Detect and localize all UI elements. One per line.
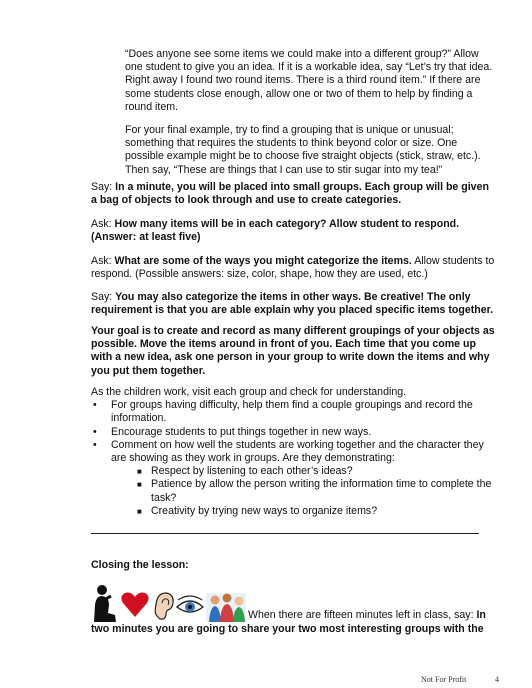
bullet-icon: • [93, 425, 97, 438]
closing-text-line-2 [91, 623, 496, 636]
character-icons [90, 583, 248, 623]
list-item-text: Creativity by trying new ways to organize items? [151, 504, 378, 517]
bullet-icon: • [93, 438, 97, 451]
script-text: You may also categorize the items in other ways. Be creative! The only requirement is that you are able explain why you placed specific items together. [91, 291, 494, 317]
list-item [91, 426, 496, 439]
paragraph-say-creative [91, 291, 496, 317]
closing-text-line-1 [248, 609, 494, 622]
eye-icon [177, 596, 203, 612]
group-of-people-icon [206, 593, 246, 622]
bullet-icon: • [93, 399, 97, 412]
paragraph-ask-how-many [91, 218, 496, 244]
list-item-text: Comment on how well the students are working together and the character they are showing as they work in groups. Are they demonstrating: [111, 438, 484, 465]
paragraph-say-small-groups [91, 181, 496, 207]
paragraph-ask-categorize [91, 255, 496, 281]
list-item [91, 399, 496, 425]
square-bullet-icon: ■ [137, 506, 142, 516]
list-item-text: Encourage students to put things together in new ways. [111, 425, 372, 438]
list-item [91, 439, 496, 518]
section-heading: Closing the lesson: [91, 559, 189, 571]
list-item [133, 505, 496, 518]
sub-bullet-list [111, 465, 496, 518]
paragraph-text: For your final example, try to find a grouping that is unique or unusual; something that requires the students to think beyond color or size. One possible example might be to choose five straight objects (stick, straw, etc.). Then say, “These are things that I can use to stir sugar into my tea!” [125, 124, 481, 176]
instruction-text: When there are fifteen minutes left in class, say: [248, 609, 477, 621]
speaker-prefix: Ask: [91, 255, 115, 267]
script-text: In [476, 609, 486, 621]
paragraph-first-example [125, 48, 495, 114]
paragraph-text: “Does anyone see some items we could make into a different group?” Allow one student to give you an idea. If it is a workable idea, say “Let’s try that idea. Right away I found two round items. There is a third round item.” If there are some students close enough, allow one or two of them to help by finding a round item. [125, 48, 493, 113]
speaker-prefix: Say: [91, 291, 116, 303]
script-text: How many items will be in each category? Allow student to respond. (Answer: at least five) [91, 218, 460, 244]
speaker-prefix: Say: [91, 181, 116, 193]
list-item [133, 465, 496, 478]
speaker-prefix: Ask: [91, 218, 115, 230]
closing-heading [91, 559, 496, 572]
horizontal-divider [91, 533, 479, 534]
script-text: two minutes you are going to share your two most interesting groups with the [91, 623, 484, 635]
bullet-list [91, 399, 496, 518]
square-bullet-icon: ■ [137, 480, 142, 490]
heart-icon [121, 593, 148, 618]
footer-label: Not For Profit [421, 675, 467, 684]
paragraph-children-work [91, 386, 496, 518]
paragraph-text: As the children work, visit each group and check for understanding. [91, 386, 407, 398]
instruction-text: Allow students to respond. (Possible answers: size, color, shape, how they are used, etc.) [91, 255, 495, 281]
script-text: What are some of the ways you might categorize the items. [114, 255, 412, 267]
page-number: 4 [495, 675, 499, 684]
square-bullet-icon: ■ [137, 467, 142, 477]
list-item-text: Patience by allow the person writing the information time to complete the task? [151, 478, 492, 504]
script-text: In a minute, you will be placed into small groups. Each group will be given a bag of objects to look through and use to create categories. [91, 181, 489, 207]
list-item-text: Respect by listening to each other’s ideas? [151, 465, 353, 478]
kneeling-person-icon [94, 585, 116, 622]
list-item [133, 478, 496, 504]
script-text: Your goal is to create and record as many different groupings of your objects as possible. Move the items around in front of you. Each time that you come up with a new idea, ask one person in your group to write down the items and why you put them together. [91, 325, 495, 377]
ear-icon [155, 593, 173, 619]
paragraph-final-example [125, 124, 495, 177]
paragraph-goal [91, 325, 496, 378]
list-item-text: For groups having difficulty, help them find a couple groupings and record the information. [111, 399, 473, 425]
